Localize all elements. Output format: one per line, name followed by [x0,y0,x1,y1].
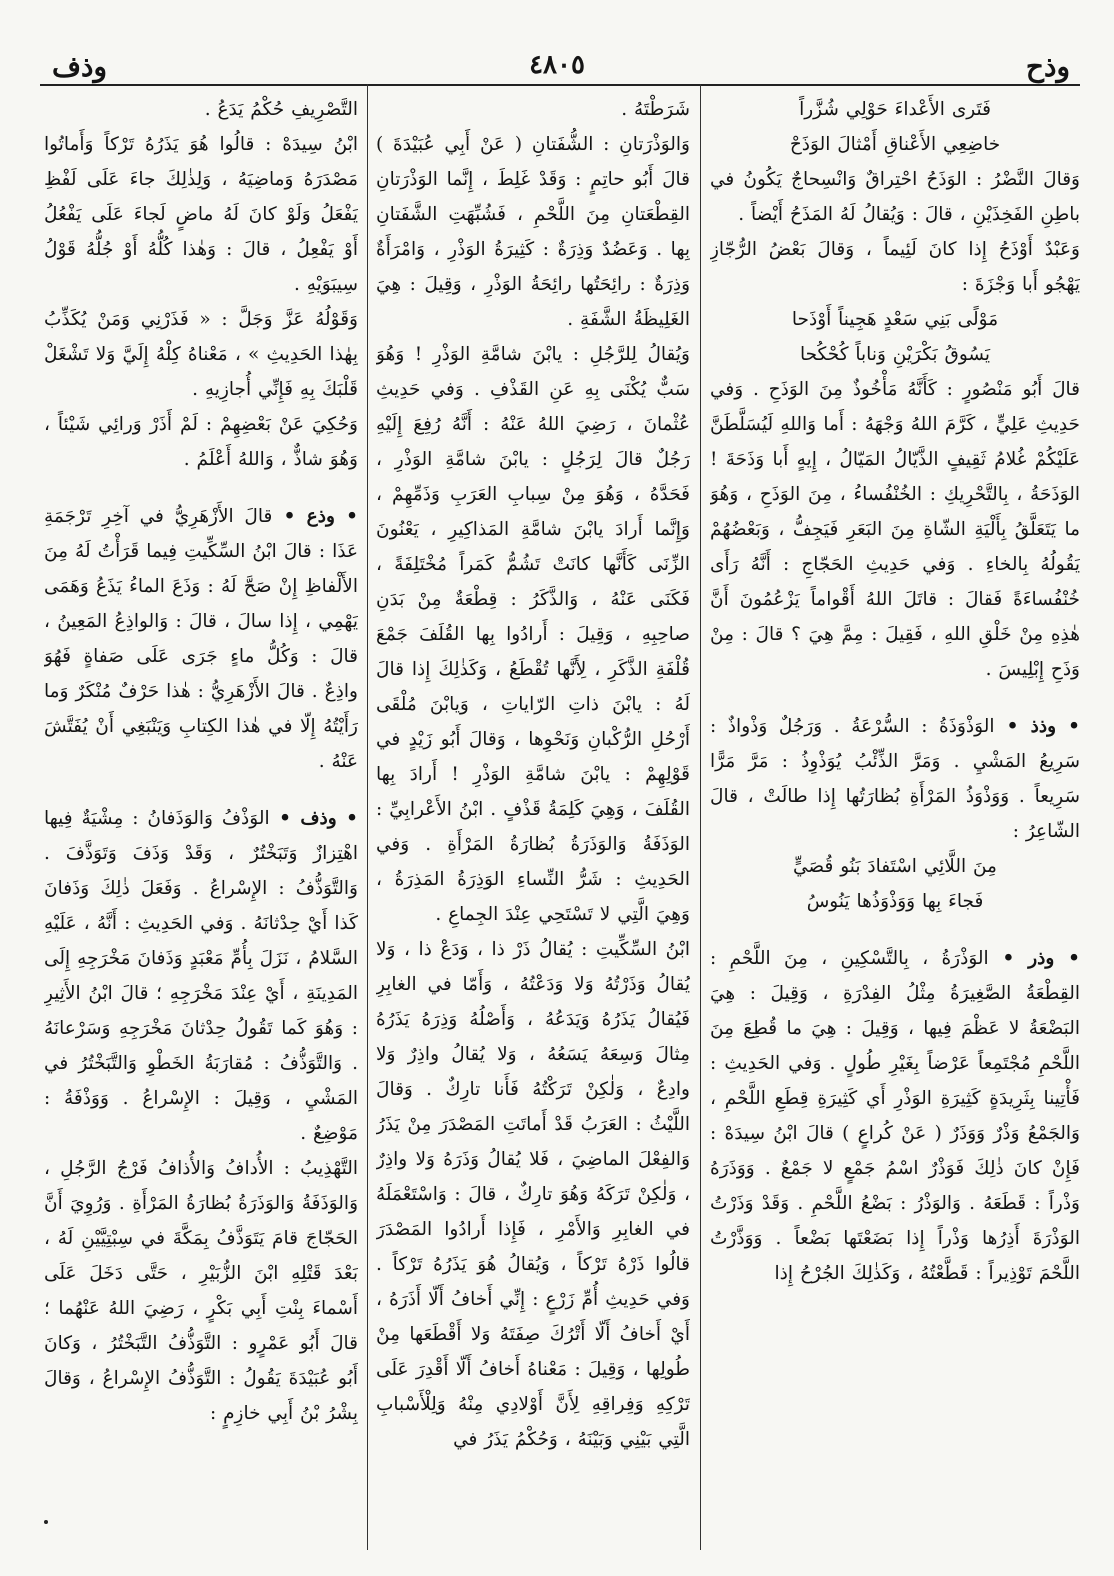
entry-paragraph: وَقَوْلُهُ عَزَّ وَجَلَّ : « فَذَرْنِي وَمَنْ يُكَذِّبُ بِهٰذا الحَدِيثِ » ، مَعْناهُ كِلْهُ إِلَيَّ وَلا تَشْغَلْ قَلْبَكَ بِهِ فَإِنِّي أُجازِيهِ . [44,309,358,400]
entry-paragraph: قالَ أَبُو مَنْصُورٍ : كَأَنَّهُ مَأْخُوذٌ مِنَ الوَذَحِ . وَفي حَدِيثِ عَلِيٍّ ، كَرَّمَ اللهُ وَجْهَهُ : أَما وَاللهِ لَيُسَلَّطَنَّ عَلَيْكُمْ غُلامُ ثَقِيفٍ الذَّيّالُ المَيّالُ ، إِيهٍ أَبا وَذَحَةَ ! الوَذَحَةُ ، بِالتَّحْرِيكِ : الخُنْفُساءُ ، مِنَ الوَذَحِ ، وَهُوَ ما يَتَعَلَّقُ بِأَلْيَةِ الشّاةِ مِنَ البَعَرِ فَيَجِفُّ ، وَبَعْضُهُمْ يَقُولُهُ بِالخاءِ . وَفي حَدِيثِ الحَجّاجِ : أَنَّهُ رَأَى خُنْفُساءَةً فَقالَ : قاتَلَ اللهُ أَقْواماً يَزْعُمُونَ أَنَّ هٰذِهِ مِنْ خَلْقِ اللهِ ، فَقِيلَ : مِمَّ هِيَ ؟ قالَ : مِنْ وَذَحِ إِبْلِيسَ . [710,379,1080,680]
entry-paragraph: التَّهْذِيبُ : الأُدافُ وَالأُذافُ فَرْجُ الرَّجُلِ ، وَالوَذَفَةُ وَالوَذَرَةُ بُظارَةُ المَرْأَةِ . وَرُوِيَ أَنَّ الحَجّاجَ قامَ يَتَوَذَّفُ بِمَكَّةَ في سِبْتِيَّيْنِ لَهُ ، بَعْدَ قَتْلِهِ ابْنَ الزُّبَيْرِ ، حَتَّى دَخَلَ عَلَى أَسْماءَ بِنْتِ أَبِي بَكْرٍ ، رَضِيَ اللهُ عَنْهُما ؛ قالَ أَبُو عَمْرٍو : التَّوَذُّفُ التَّبَخْتُرُ ، وَكانَ أَبُو عُبَيْدَةَ يَقُولُ : التَّوَذُّفُ الإِسْراعُ ، وَقالَ بِشْرُ بْنُ أَبِي خازِمٍ : [44,1158,358,1424]
entry-paragraph: وَيُقالُ لِلرَّجُلِ : يابْنَ شامَّةِ الوَذْرِ ! وَهُوَ سَبٌّ يُكْنَى بِهِ عَنِ القَذْفِ . وَفي حَدِيثِ عُثْمانَ ، رَضِيَ اللهُ عَنْهُ : أَنَّهُ رُفِعَ إِلَيْهِ رَجُلٌ قالَ لِرَجُلٍ : يابْنَ شامَّةِ الوَذْرِ ، فَحَدَّهُ ، وَهُوَ مِنْ سِبابِ العَرَبِ وَذَمِّهِمْ ، وَإِنَّما أَرادَ يابْنَ شامَّةِ المَذاكِيرِ ، يَعْنُونَ الزِّنَى كَأَنَّها كانَتْ تَشُمُّ كَمَراً مُخْتَلِفَةً ، فَكَنَى عَنْهُ ، وَالذَّكَرُ : قِطْعَةٌ مِنْ بَدَنِ صاحِبِهِ ، وَقِيلَ : أَرادُوا بِها القُلَفَ جَمْعَ قُلْفَةِ الذَّكَرِ ، لِأَنَّها تُقْطَعُ ، وَكَذٰلِكَ إِذا قالَ لَهُ : يابْنَ ذاتِ الرّاياتِ ، وَيابْنَ مُلْقَى أَرْحُلِ الرُّكْبانِ وَنَحْوِها ، وَقالَ أَبُو زَيْدٍ في قَوْلِهِمْ : يابْنَ شامَّةِ الوَذْرِ ! أَرادَ بِها القُلَفَ ، وَهِيَ كَلِمَةُ قَذْفٍ . ابْنُ الأَعْرابِيِّ : الوَذَفَةُ وَالوَذَرَةُ بُظارَةُ المَرْأَةِ . وَفي الحَدِيثِ : شَرُّ النِّساءِ الوَذِرَةُ المَذِرَةُ ، وَهِيَ الَّتِي لا تَسْتَحِي عِنْدَ الجِماعِ . [376,344,690,925]
entry-text: الوَذْوَذَةُ : السُّرْعَةُ . وَرَجُلٌ وَذْواذٌ : سَرِيعُ المَشْيِ . وَمَرَّ الذِّئْبُ يُوَذْوِذُ : مَرَّ مَرًّا سَرِيعاً . وَوَذْوَذُ المَرْأَةِ بُظارَتُها إِذا طالَتْ ، قالَ الشّاعِرُ : [710,716,1080,842]
entry-headword: وذف [300,808,337,829]
column-divider-left [367,84,368,1550]
entry-separator [710,687,1080,709]
entry-paragraph: وَقالَ النَّضْرُ : الوَذَحُ احْتِراقٌ وَانْسِحاجٌ يَكُونُ في باطِنِ الفَخِذَيْنِ ، قالَ : وَيُقالُ لَهُ المَذَحُ أَيْضاً . [710,169,1080,225]
print-speck [44,1520,48,1524]
headword-bullet: • [988,948,1029,969]
entry-separator [44,779,358,801]
entry-text: الوَذْرَةُ ، بِالتَّسْكِينِ ، مِنَ اللَّحْمِ : القِطْعَةُ الصَّغِيرَةُ مِثْلُ الفِدْرَةِ ، وَقِيلَ : هِيَ البَضْعَةُ لا عَظْمَ فِيها ، وَقِيلَ : هِيَ ما قُطِعَ مِنَ اللَّحْمِ مُجْتَمِعاً عَرْضاً بِغَيْرِ طُولٍ . وَفي الحَدِيثِ : فَأْتِينا بِثَرِيدَةٍ كَثِيرَةِ الوَذْرِ أَي كَثِيرَةِ قِطَعِ اللَّحْمِ ، وَالجَمْعُ وَذْرٌ وَوَذَرٌ ( عَنْ كُراعٍ ) قالَ ابْنُ سِيدَهْ : فَإِنْ كانَ ذٰلِكَ فَوَذْرٌ اسْمُ جَمْعٍ لا جَمْعٌ . وَوَذَرَهُ وَذْراً : قَطَعَهُ . وَالوَذْرُ : بَضْعُ اللَّحْمِ . وَقَدْ وَذَرْتُ الوَذْرَةَ أَذِرُها وَذْراً إِذا بَضَعْتَها بَضْعاً . وَوَذَّرْتُ اللَّحْمَ تَوْذِيراً : قَطَّعْتُهُ ، وَكَذٰلِكَ الجُرْحُ إِذا [710,948,1080,1284]
poetry-verse [710,849,1080,919]
headword-bullet: • [269,808,301,829]
entry-bullet: • [336,808,358,829]
verse-line: يَسُوقُ بَكْرَيْنِ وَناباً كُحْكُحا [799,344,991,365]
poetry-verse [710,302,1080,372]
entry-paragraph: وَالوَذْرَتانِ : الشُّفَتانِ ( عَنْ أَبِي عُبَيْدَةَ ) قالَ أَبُو حاتِمٍ : وَقَدْ غَلِطَ ، إِنَّما الوَذْرَتانِ القِطْعَتانِ مِنَ اللَّحْمِ ، فَشُبِّهَتِ الشَّفَتانِ بِها . وَعَضُدٌ وَذِرَةٌ : كَثِيرَةُ الوَذْرِ ، وَامْرَأَةٌ وَذِرَةٌ : رائِحَتُها رائِحَةُ الوَذْرِ ، وَقِيلَ : هِيَ الغَلِيظَةُ الشَّفَةِ . [376,134,690,330]
left-column [44,92,358,1542]
entry-paragraph: ابْنُ سِيدَهْ : قالُوا هُوَ يَذَرُهُ تَرْكاً وَأَماتُوا مَصْدَرَهُ وَماضِيَهُ ، وَلِذٰلِكَ جاءَ عَلَى لَفْظِ يَفْعَلُ وَلَوْ كانَ لَهُ ماضٍ لَجاءَ عَلَى يَفْعُلُ أَوْ يَفْعِلُ ، قالَ : وَهٰذا كُلُّهُ أَوْ جُلُّهُ قَوْلُ سِيبَوَيْهِ . [44,134,358,295]
dictionary-entry [44,801,358,1151]
entry-headword: وذع [306,506,335,527]
verse-line: فَجاءَ بِها وَوَذْوَذُها يَنُوسُ [806,891,984,912]
entry-headword: وذذ [1030,716,1057,737]
dictionary-entry [44,499,358,779]
right-running-headword: وذح [1025,50,1070,83]
entry-bullet: • [1054,948,1080,969]
entry-paragraph: شَرَطْتَهُ . [621,99,690,120]
entry-paragraph: وَحُكِيَ عَنْ بَعْضِهِمْ : لَمْ أَذَرْ وَرائِي شَيْئاً ، وَهُوَ شاذٌّ ، وَاللهُ أَعْلَمُ . [44,414,358,470]
dictionary-entry [710,941,1080,1291]
entry-separator [710,919,1080,941]
verse-line: مَوْلًى بَنِي سَعْدٍ هَجِيناً أَوْذَحا [791,309,999,330]
entry-separator [44,477,358,499]
headword-bullet: • [994,716,1031,737]
dictionary-entry [710,709,1080,849]
verse-line: خاضِعِي الأَعْناقِ أَمْثالَ الوَذَحْ [789,134,1001,155]
middle-column [376,92,690,1542]
column-divider-right [700,84,701,1550]
poetry-verse [710,92,1080,162]
entry-text: الوَذْفُ وَالوَذَفانُ : مِشْيَةٌ فِيها اهْتِزازٌ وَتَبَخْتُرٌ ، وَقَدْ وَذَفَ وَتَوَذَّفَ . وَالتَّوَذُّفُ : الإِسْراعُ . وَفَعَلَ ذٰلِكَ وَذَفانَ كَذا أَيْ حِدْثانَهُ . وَفي الحَدِيثِ : أَنَّهُ ، عَلَيْهِ السَّلامُ ، نَزَلَ بِأُمِّ مَعْبَدٍ وَذَفانَ مَخْرَجِهِ إِلَى المَدِينَةِ ، أَيْ عِنْدَ مَخْرَجِهِ ؛ قالَ ابْنُ الأَثِيرِ : وَهُوَ كَما تَقُولُ حِدْثانَ مَخْرَجِهِ وَسَرْعانَهُ . وَالتَّوَذُّفُ : مُقارَبَةُ الخَطْوِ وَالتَّبَخْتُرُ في المَشْيِ ، وَقِيلَ : الإِسْراعُ . وَوَذْفَةُ : مَوْضِعٌ . [44,808,358,1144]
page-number: ٤٨٠٥ [529,50,585,80]
entry-paragraph: التَّصْرِيفِ حُكْمُ يَدَعُ . [204,99,358,120]
entry-paragraph: ابْنُ السِّكِّيتِ : يُقالُ ذَرْ ذا ، وَدَعْ ذا ، وَلا يُقالُ وَذَرْتُهُ وَلا وَدَعْتُهُ ، وَأَمّا في الغابِرِ فَيُقالُ يَذَرُهُ وَيَدَعُهُ ، وَأَصْلُهُ وَذِرَهُ يَذَرُهُ مِثالَ وَسِعَهُ يَسَعُهُ ، وَلا يُقالُ واذِرٌ وَلا وادِعٌ ، وَلٰكِنْ تَرَكْتُهُ فَأَنا تارِكٌ . وَقالَ اللَّيْثُ : العَرَبُ قَدْ أَماتَتِ المَصْدَرَ مِنْ يَذَرُ وَالفِعْلَ الماضِيَ ، فَلا يُقالُ وَذَرَهُ وَلا واذِرٌ ، وَلٰكِنْ تَرَكَهُ وَهُوَ تارِكٌ ، قالَ : وَاسْتَعْمَلَهُ في الغابِرِ وَالأَمْرِ ، فَإِذا أَرادُوا المَصْدَرَ قالُوا ذَرْهُ تَرْكاً ، وَيُقالُ هُوَ يَذَرُهُ تَرْكاً . وَفي حَدِيثِ أُمِّ زَرْعٍ : إِنِّي أَخافُ أَلّا أَذَرَهُ ، أَيْ أَخافُ أَلّا أَتْرُكَ صِفَتَهُ وَلا أَقْطَعَها مِنْ طُولِها ، وَقِيلَ : مَعْناهُ أَخافُ أَلّا أَقْدِرَ عَلَى تَرْكِهِ وَفِراقِهِ لِأَنَّ أَوْلادِي مِنْهُ وَلِلْأَسْبابِ الَّتِي بَيْنِي وَبَيْنَهُ ، وَحُكْمُ يَذَرُ في [376,939,690,1450]
header-rule [40,84,1080,86]
entry-text: قالَ الأَزْهَرِيُّ في آخِرِ تَرْجَمَةِ عَذَا : قالَ ابْنُ السِّكِّيتِ فِيما قَرَأْتُ لَهُ مِنَ الأَلْفاظِ إِنْ صَحَّ لَهُ : وَذَعَ الماءُ يَذَعُ وَهَمَى يَهْمِي ، إِذا سالَ ، قالَ : وَالواذِعُ المَعِينُ ، قالَ : وَكُلُّ ماءٍ جَرَى عَلَى صَفاةٍ فَهُوَ واذِعٌ . قالَ الأَزْهَرِيُّ : هٰذا حَرْفٌ مُنْكَرٌ وَما رَأَيْتُهُ إِلّا في هٰذا الكِتابِ وَيَنْبَغِي أَنْ يُفَتَّشَ عَنْهُ . [44,506,358,772]
right-column [710,92,1080,1542]
headword-bullet: • [272,506,307,527]
verse-line: مِنَ اللَّائِي اسْتَفادَ بَنُو قُصَيٍّ [793,856,997,877]
entry-paragraph: وَعَبْدٌ أَوْذَحُ إِذا كانَ لَئِيماً ، وَقالَ بَعْضُ الرُّجّازِ يَهْجُو أَبا وَجْزَةَ : [710,239,1080,295]
entry-bullet: • [1056,716,1080,737]
entry-headword: وذر [1028,948,1055,969]
verse-line: فَتَرى الأَعْداءَ حَوْلِي شُزَّراً [799,99,991,120]
entry-bullet: • [334,506,358,527]
left-running-headword: وذف [52,50,108,83]
